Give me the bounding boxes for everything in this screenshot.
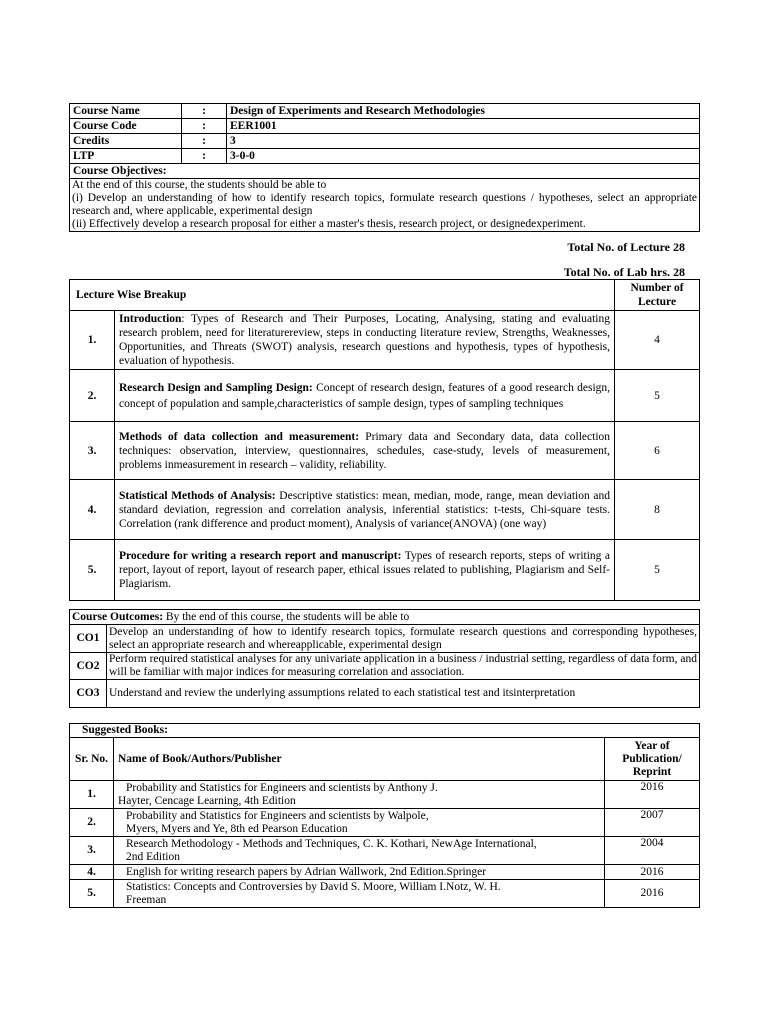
books-col-no: Sr. No. [70, 738, 114, 781]
info-value: EER1001 [227, 119, 700, 134]
lecture-topic-text: Concept of research design, features of a good research design, concept of population and sample,characteristics of sample design, types of sampling techniques [119, 381, 611, 410]
info-value: 3 [227, 134, 700, 149]
objectives-heading: Course Objectives: [70, 164, 700, 179]
objectives-row [70, 179, 700, 232]
objective-item: (i) Develop an understanding of how to identify research topics, formulate research questions / hypotheses, select an appropriate research and, where applicable, experimental design [72, 192, 697, 217]
lecture-count: 4 [615, 311, 700, 370]
book-year: 2007 [605, 809, 700, 837]
lecture-number: 5. [70, 540, 115, 601]
lecture-heading: Lecture Wise Breakup [70, 280, 615, 311]
book-row [70, 781, 700, 809]
lecture-row [70, 480, 700, 540]
lecture-row [70, 422, 700, 480]
book-title [114, 781, 605, 809]
info-label: Course Code [70, 119, 182, 134]
lecture-count-heading: Number of Lecture [615, 280, 700, 311]
lecture-topic [115, 422, 615, 480]
outcome-row [70, 625, 700, 653]
lecture-topic-title: Procedure for writing a research report and manuscript: [119, 550, 402, 563]
outcome-code: CO1 [70, 625, 107, 653]
total-lab-hours: Total No. of Lab hrs. 28 [563, 265, 685, 279]
outcome-code: CO2 [70, 653, 107, 680]
books-col-name: Name of Book/Authors/Publisher [114, 738, 605, 781]
lecture-topic-title: Research Design and Sampling Design: [119, 381, 313, 394]
lecture-topic [115, 311, 615, 370]
lecture-topic-text: Descriptive statistics: mean, median, mode, range, mean deviation and standard deviation, regression and correlation analysis, inferential statistics: t-tests, Chi-square tests. Correlation (rank difference and product moment), Analysis of variance(ANOVA) (one way) [119, 489, 611, 530]
objective-item: (ii) Effectively develop a research proposal for either a master's thesis, research project, or designedexperiment. [72, 218, 586, 230]
objectives-body [70, 179, 700, 232]
book-year: 2004 [605, 837, 700, 865]
book-line-1: Statistics: Concepts and Controversies by David S. Moore, William I.Notz, W. H. [126, 880, 501, 893]
books-heading: Suggested Books: [70, 724, 700, 738]
lecture-topic-title: Introduction [119, 313, 182, 326]
book-line-1: Probability and Statistics for Engineers and scientists by Walpole, [126, 809, 429, 822]
lecture-row [70, 311, 700, 370]
lecture-topic-title: Statistical Methods of Analysis: [119, 489, 276, 502]
outcomes-intro: By the end of this course, the students will be able to [163, 610, 410, 623]
lecture-topic-text: Primary data and Secondary data, data collection techniques: observation, interview, questionnaires, schedules, case-study, levels of measurement, problems inmeasurement in research – validity, reliability. [119, 430, 611, 471]
info-sep: : [182, 134, 227, 149]
info-sep: : [182, 119, 227, 134]
lecture-count: 8 [615, 480, 700, 540]
book-line-2: 2nd Edition [126, 850, 180, 863]
lecture-topic [115, 370, 615, 422]
lecture-number: 2. [70, 370, 115, 422]
lecture-number: 4. [70, 480, 115, 540]
info-label: LTP [70, 149, 182, 164]
book-row [70, 880, 700, 908]
outcomes-header [70, 610, 700, 625]
lecture-topic [115, 480, 615, 540]
outcomes-heading: Course Outcomes: [72, 610, 164, 623]
lecture-header-row [70, 280, 700, 311]
info-sep: : [182, 104, 227, 119]
book-number: 4. [70, 865, 114, 880]
book-line-2: Hayter, Cencage Learning, 4th Edition [118, 794, 296, 807]
book-title [114, 809, 605, 837]
books-header-row [70, 738, 700, 781]
book-title [114, 880, 605, 908]
lecture-topic-sep: : [181, 313, 191, 326]
info-label: Credits [70, 134, 182, 149]
info-row [70, 104, 700, 119]
lecture-topic-text: Types of Research and Their Purposes, Locating, Analysing, stating and evaluating research problem, need for literaturereview, steps in conducting literature review, Strengths, Weaknesses, Opportunities, and Threats (SWOT) analysis, research questions and hypothesis, types of hypothesis, evaluation of hypothesis. [119, 313, 611, 368]
lecture-breakup-table [69, 279, 700, 601]
course-info-table [69, 103, 700, 232]
objectives-heading-row [70, 164, 700, 179]
outcome-row [70, 680, 700, 708]
book-line-1: Probability and Statistics for Engineers and scientists by Anthony J. [126, 781, 438, 794]
books-heading-row [70, 724, 700, 738]
lecture-count: 5 [615, 540, 700, 601]
lecture-topic [115, 540, 615, 601]
info-label: Course Name [70, 104, 182, 119]
lecture-count: 6 [615, 422, 700, 480]
lecture-number: 3. [70, 422, 115, 480]
book-row [70, 809, 700, 837]
book-row [70, 837, 700, 865]
book-line-1: English for writing research papers by Adrian Wallwork, 2nd Edition.Springer [126, 865, 487, 878]
info-row [70, 119, 700, 134]
book-number: 5. [70, 880, 114, 908]
suggested-books-table [69, 723, 700, 908]
info-sep: : [182, 149, 227, 164]
lecture-number: 1. [70, 311, 115, 370]
book-line-2: Freeman [126, 893, 167, 906]
book-title [114, 837, 605, 865]
book-number: 3. [70, 837, 114, 865]
objectives-intro: At the end of this course, the students should be able to [72, 179, 327, 191]
book-year: 2016 [605, 865, 700, 880]
books-col-year: Year of Publication/ Reprint [605, 738, 700, 781]
info-value: 3-0-0 [227, 149, 700, 164]
lecture-row [70, 540, 700, 601]
outcome-text: Develop an understanding of how to identify research topics, formulate research questions and corresponding hypotheses, select an appropriate research and whereapplicable, experimental design [107, 625, 700, 653]
info-row [70, 149, 700, 164]
lecture-row [70, 370, 700, 422]
book-number: 1. [70, 781, 114, 809]
book-year: 2016 [605, 880, 700, 908]
book-row [70, 865, 700, 880]
outcome-text: Perform required statistical analyses for any univariate application in a business / industrial setting, regardless of data form, and will be familiar with major indices for measuring correlation and association. [107, 653, 700, 680]
lecture-topic-title: Methods of data collection and measurement: [119, 430, 360, 443]
book-title [114, 865, 605, 880]
outcome-code: CO3 [70, 680, 107, 708]
lecture-topic-text: Types of research reports, steps of writing a report, layout of report, layout of research paper, ethical issues related to publishing, Plagiarism and Self-Plagiarism. [119, 550, 611, 591]
lecture-count: 5 [615, 370, 700, 422]
total-lectures: Total No. of Lecture 28 [567, 240, 685, 254]
outcomes-header-row [70, 610, 700, 625]
info-value: Design of Experiments and Research Methodologies [227, 104, 700, 119]
book-line-1: Research Methodology - Methods and Techniques, C. K. Kothari, NewAge International, [126, 837, 537, 850]
book-line-2: Myers, Myers and Ye, 8th ed Pearson Education [126, 822, 348, 835]
outcome-text: Understand and review the underlying assumptions related to each statistical test and itsinterpretation [107, 680, 700, 708]
outcome-row [70, 653, 700, 680]
book-number: 2. [70, 809, 114, 837]
info-row [70, 134, 700, 149]
course-outcomes-table [69, 609, 700, 708]
book-year: 2016 [605, 781, 700, 809]
